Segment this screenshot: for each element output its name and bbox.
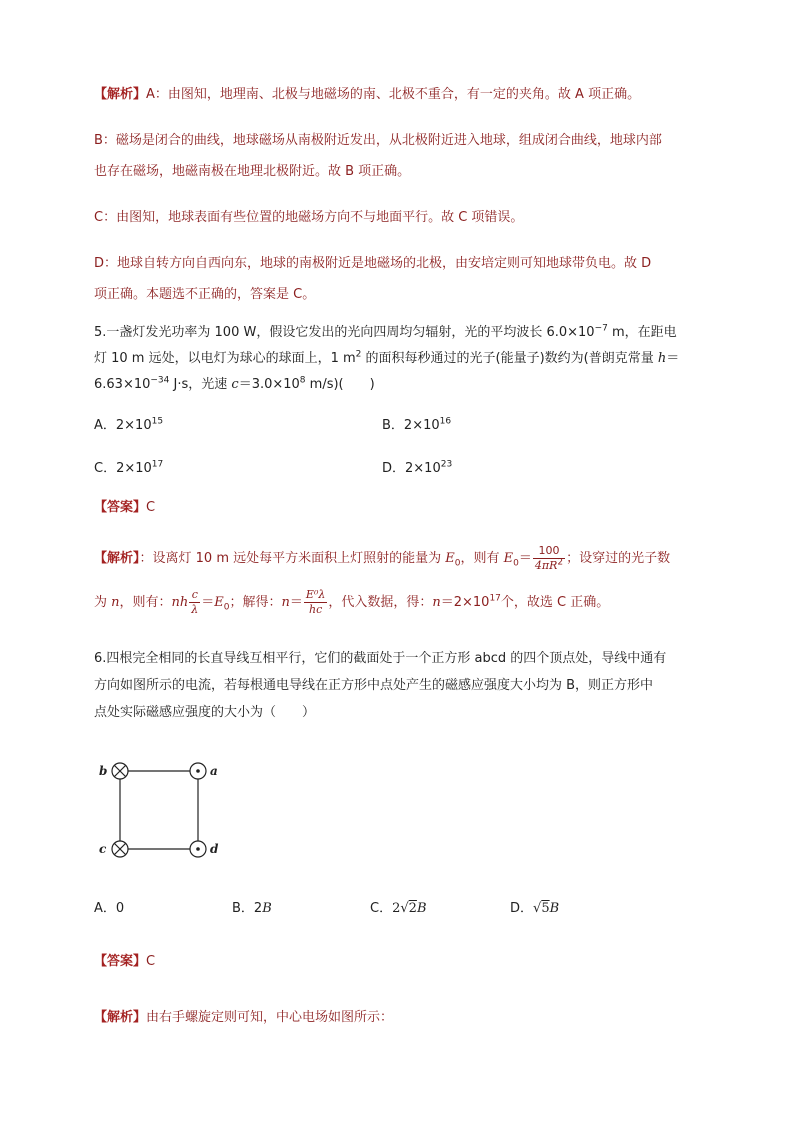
q5-option-c[interactable]: C．$2\times 10^{17}$ (94, 459, 164, 476)
wire-d-out-of-page-icon (190, 841, 206, 857)
q6-option-a[interactable]: A．0 (94, 901, 125, 916)
q4-analysis-c: C：由图知，地球表面有些位置的地磁场方向不与地面平行。故 C 项错误。 (94, 210, 524, 225)
wire-b-into-page-icon (112, 763, 128, 779)
wire-c-into-page-icon (112, 841, 128, 857)
q6-option-c[interactable]: C．2√2B (370, 901, 427, 916)
q6-stem-line2: 方向如图所示的电流，若每根通电导线在正方形中点处产生的磁感应强度大小均为 B，则正方形中 (94, 678, 654, 693)
q4-analysis-b-line2: 也存在磁场，地磁南极在地理北极附近。故 B 项正确。 (94, 164, 411, 179)
q5-option-d[interactable]: D．$2\times 10^{23}$ (382, 459, 453, 476)
label-d: d (210, 842, 219, 856)
sqrt-icon: √ (400, 901, 409, 916)
q6-stem-line3: 点处实际磁感应强度的大小为（ ） (94, 705, 316, 720)
q4-analysis-a: 【解析】A：由图知，地理南、北极与地磁场的南、北极不重合，有一定的夹角。故 A 项正确。 (94, 87, 641, 102)
q5-stem-line2: 灯 10 m 远处，以电灯为球心的球面上，1 $m^2$ 的面积每秒通过的光子(能量子)数约为(普朗克常量 h＝ (94, 349, 680, 366)
q6-option-b[interactable]: B．2B (232, 901, 272, 916)
wire-a-out-of-page-icon (190, 763, 206, 779)
q5-option-b[interactable]: B．$2\times 10^{16}$ (382, 416, 452, 433)
q4-analysis-d-line1: D：地球自转方向自西向东，地球的南极附近是地磁场的北极，由安培定则可知地球带负电。故 D (94, 256, 652, 271)
q5-stem-line1: 5.一盏灯发光功率为 100 W，假设它发出的光向四周均匀辐射，光的平均波长 $6.0\times 10^{-7}$ m，在距电 (94, 323, 677, 340)
photon-count-fraction: $\frac{\text{E⁰λ}}{hc}$ (305, 588, 326, 616)
sqrt-icon: √ (533, 901, 542, 916)
q6-stem-line1: 6.四根完全相同的长直导线互相平行，它们的截面处于一个正方形 abcd 的四个顶点处，导线中通有 (94, 651, 667, 666)
label-a: a (210, 764, 218, 778)
wire-square-figure (94, 752, 244, 867)
q6-option-d[interactable]: D．√5B (510, 901, 560, 916)
q4-analysis-b-line1: B：磁场是闭合的曲线，地球磁场从南极附近发出，从北极附近进入地球，组成闭合曲线，地球内部 (94, 133, 662, 148)
q5-stem-line3: $6.63\times 10^{-34}$ J·s，光速 $c=3.0\times 10^8$ m/s)( ) (94, 375, 375, 392)
q6-analysis: 【解析】由右手螺旋定则可知，中心电场如图所示： (94, 1010, 394, 1025)
q6-answer: 【答案】C (94, 954, 156, 969)
q5-option-a[interactable]: A．$2\times 10^{15}$ (94, 416, 164, 433)
q4-analysis-d-line2: 项正确。本题选不正确的，答案是 C。 (94, 287, 316, 302)
q5-answer: 【答案】C (94, 500, 156, 515)
q5-analysis-line2: 为 n，则有：nh $\frac{c}{\lambda}$ $=E_0$；解得：n＝ $\frac{\text{E⁰λ}}{hc}$ ，代入数据，得：$n=2\times 10^{17}$个，故选 C 正确。 (94, 588, 610, 616)
label-c: c (99, 842, 107, 856)
energy-fraction: $\frac{100}{4\pi R^2}$ (534, 544, 564, 572)
c-over-lambda-fraction: $\frac{c}{\lambda}$ (191, 588, 199, 616)
label-b: b (99, 764, 108, 778)
q5-analysis-line1: 【解析】：设离灯 10 m 远处每平方米面积上灯照射的能量为 $E_0$，则有 $E_0=$ $\frac{100}{4\pi R^2}$ ；设穿过的光子数 (94, 544, 671, 572)
